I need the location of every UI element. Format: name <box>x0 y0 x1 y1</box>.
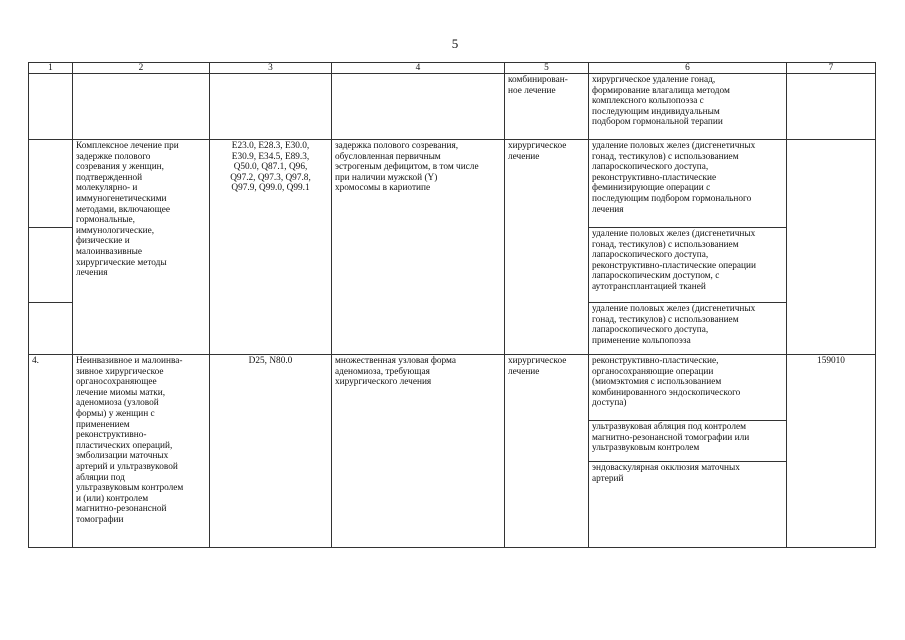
icd-codes-cell: E23.0, E28.3, E30.0, E30.9, E34.5, E89.3, Q50.0, Q87.1, Q96, Q97.2, Q97.3, Q97.8, Q97.9, Q99.0, Q99.1 <box>210 140 332 355</box>
table-cell <box>332 74 505 140</box>
cost-cell: 159010 <box>787 355 876 548</box>
table-cell <box>29 140 73 228</box>
table-row <box>29 355 876 421</box>
care-type-cell: Комплексное лечение при задержке полового созревания у женщин, подтвержденной молекулярно- и иммуногенетическими методами, включающее гормональные, иммунологические, физические и малоинвазивные хирургические методы лечения <box>73 140 210 355</box>
column-number: 3 <box>210 63 332 74</box>
treatment-method-cell: хирургическое удаление гонад, формирование влагалища методом комплексного кольпопоэза с последующим индивидуальным подбором гормональной терапии <box>589 74 787 140</box>
treatment-method-cell: реконструктивно-пластические, органосохраняющие операции (миомэктомия с использованием комбинированного эндоскопического доступа) <box>589 355 787 421</box>
column-number: 7 <box>787 63 876 74</box>
table-cell <box>73 74 210 140</box>
table-row <box>29 140 876 228</box>
column-number: 6 <box>589 63 787 74</box>
care-type-cell: Неинвазивное и малоинва- зивное хирургическое органосохраняющее лечение миомы матки, аденомиоза (узловой формы) у женщин с применением реконструктивно- пластических операций, эмболизации маточных артерий и ультразвуковой абляции под ультразвуковым контролем и (или) контролем магнитно-резонансной томографии <box>73 355 210 548</box>
patient-model-cell: множественная узловая форма аденомиоза, требующая хирургического лечения <box>332 355 505 548</box>
treatment-method-cell: удаление половых желез (дисгенетичных гонад, тестикулов) с использованием лапароскопического доступа, реконструктивно-пластические феминизирующие операции с последующим подбором гормонального лечения <box>589 140 787 228</box>
column-numbers-row <box>29 63 876 74</box>
table-cell <box>787 74 876 140</box>
column-number: 5 <box>505 63 589 74</box>
table-cell <box>787 140 876 355</box>
column-number: 4 <box>332 63 505 74</box>
page-number: 5 <box>451 36 459 51</box>
treatment-type-cell: хирургическое лечение <box>505 355 589 548</box>
treatment-type-cell: хирургическое лечение <box>505 140 589 355</box>
table-cell <box>29 303 73 355</box>
table-cell <box>210 74 332 140</box>
treatment-method-cell: ультразвуковая абляция под контролем магнитно-резонансной томографии или ультразвуковым контролем <box>589 421 787 462</box>
icd-codes-cell: D25, N80.0 <box>210 355 332 548</box>
treatment-type-cell: комбинирован- ное лечение <box>505 74 589 140</box>
column-number: 2 <box>73 63 210 74</box>
treatment-method-cell: удаление половых желез (дисгенетичных гонад, тестикулов) с использованием лапароскопического доступа, применение кольпопоэза <box>589 303 787 355</box>
table-cell <box>29 74 73 140</box>
table-row <box>29 74 876 140</box>
patient-model-cell: задержка полового созревания, обусловленная первичным эстрогеным дефицитом, в том числе при наличии мужской (Y) хромосомы в кариотипе <box>332 140 505 355</box>
treatment-method-cell: удаление половых желез (дисгенетичных гонад, тестикулов) с использованием лапароскопического доступа, реконструктивно-пластические операции лапароскопическим доступом, с аутотрансплантацией тканей <box>589 228 787 303</box>
row-number-cell: 4. <box>29 355 73 548</box>
column-number: 1 <box>29 63 73 74</box>
treatment-method-cell: эндоваскулярная окклюзия маточных артерий <box>589 462 787 548</box>
table-cell <box>29 228 73 303</box>
medical-care-table <box>28 62 876 548</box>
